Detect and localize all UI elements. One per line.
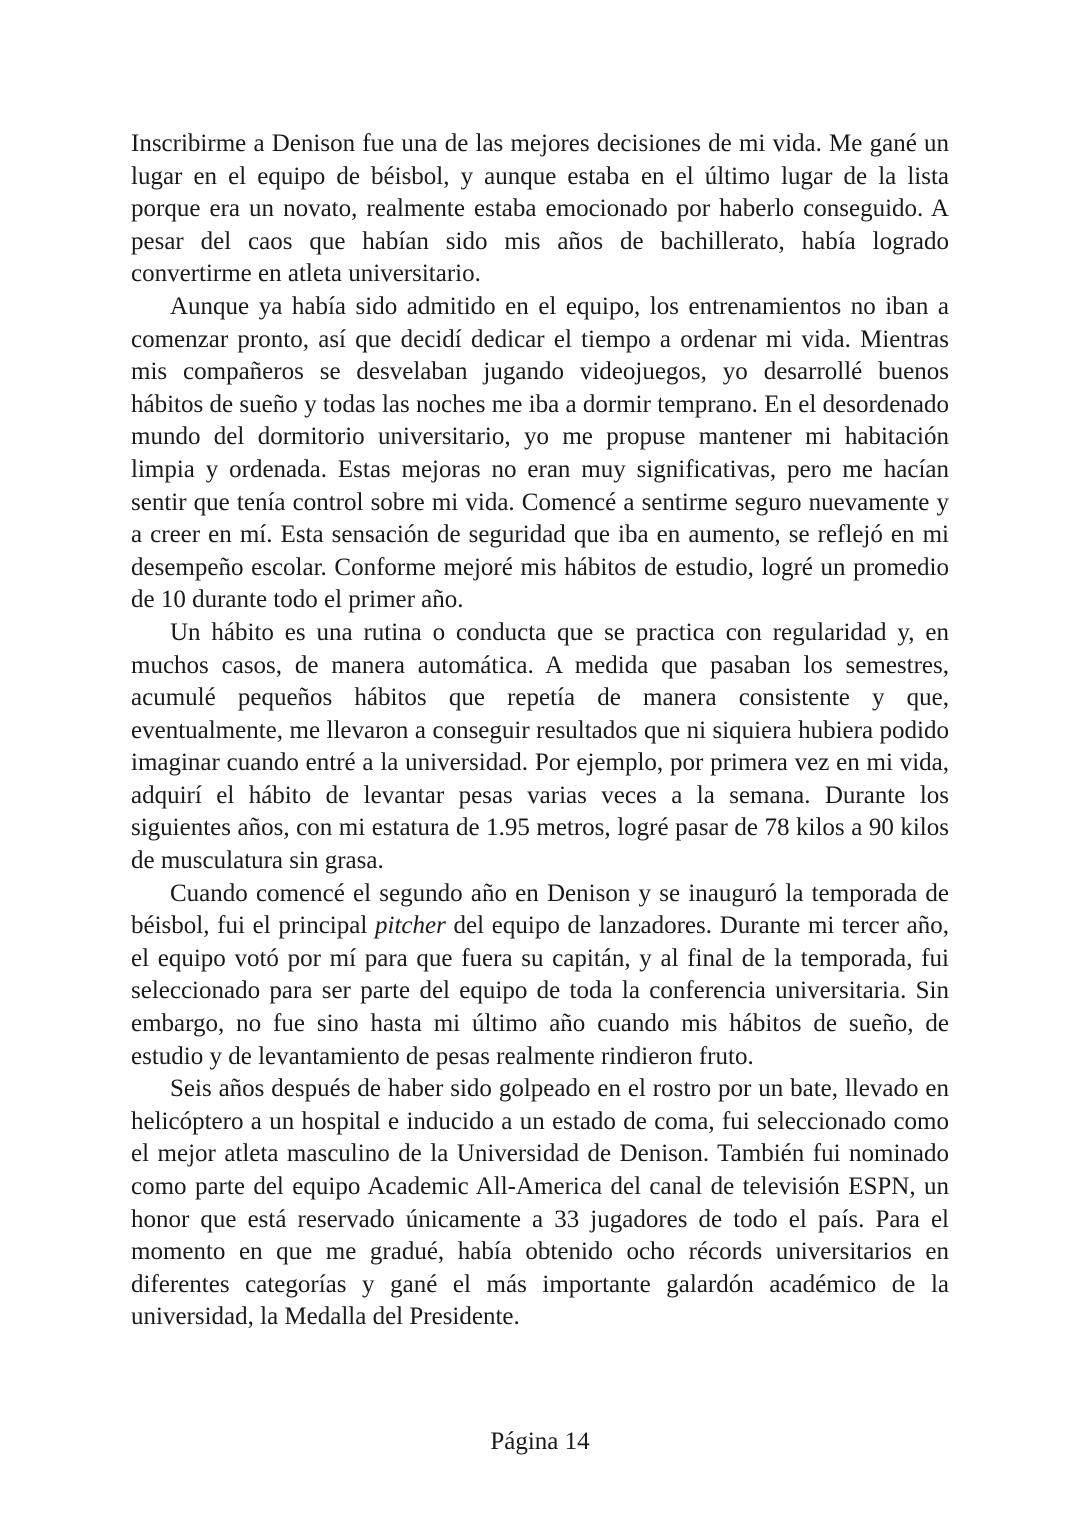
page-body [131,128,949,1334]
paragraph-4 [131,878,949,1074]
paragraph-4-text-end: del equipo de lanzadores. Durante mi tercer año, el equipo votó por mí para que fuera su capitán, y al final de la temporada, fui seleccionado para ser parte del equipo de toda la conferencia universitaria. Sin embargo, no fue sino hasta mi último año cuando mis hábitos de sueño, de estudio y de levantamiento de pesas realmente rindieron fruto. [131,912,949,1070]
page-number: Página 14 [490,1428,590,1455]
paragraph-4-italic-term: pitcher [375,912,446,940]
paragraph-4-text-start: Cuando comencé el segundo año en Denison y se inauguró la temporada de béisbol, fui el principal [131,879,949,940]
paragraph-5: Seis años después de haber sido golpeado en el rostro por un bate, llevado en helicóptero a un hospital e inducido a un estado de coma, fui seleccionado como el mejor atleta masculino de la Universidad de Denison. También fui nominado como parte del equipo Academic All-America del canal de televisión ESPN, un honor que está reservado únicamente a 33 jugadores de todo el país. Para el momento en que me gradué, había obtenido ocho récords universitarios en diferentes categorías y gané el más importante galardón académico de la universidad, la Medalla del Presidente. [131,1075,949,1331]
paragraph-1: Inscribirme a Denison fue una de las mejores decisiones de mi vida. Me gané un lugar en el equipo de béisbol, y aunque estaba en el último lugar de la lista porque era un novato, realmente estaba emocionado por haberlo conseguido. A pesar del caos que habían sido mis años de bachillerato, había logrado convertirme en atleta universitario. [131,130,949,288]
paragraph-2: Aunque ya había sido admitido en el equipo, los entrenamientos no iban a comenzar pronto, así que decidí dedicar el tiempo a ordenar mi vida. Mientras mis compañeros se desvelaban jugando videojuegos, yo desarrollé buenos hábitos de sueño y todas las noches me iba a dormir temprano. En el desordenado mundo del dormitorio universitario, yo me propuse mantener mi habitación limpia y ordenada. Estas mejoras no eran muy significativas, pero me hacían sentir que tenía control sobre mi vida. Comencé a sentirme seguro nuevamente y a creer en mí. Esta sensación de seguridad que iba en aumento, se reflejó en mi desempeño escolar. Conforme mejoré mis hábitos de estudio, logré un promedio de 10 durante todo el primer año. [131,292,949,614]
paragraph-3: Un hábito es una rutina o conducta que se practica con regularidad y, en muchos casos, de manera automática. A medida que pasaban los semestres, acumulé pequeños hábitos que repetía de manera consistente y que, eventualmente, me llevaron a conseguir resultados que ni siquiera hubiera podido imaginar cuando entré a la universidad. Por ejemplo, por primera vez en mi vida, adquirí el hábito de levantar pesas varias veces a la semana. Durante los siguientes años, con mi estatura de 1.95 metros, logré pasar de 78 kilos a 90 kilos de musculatura sin grasa. [131,618,949,875]
